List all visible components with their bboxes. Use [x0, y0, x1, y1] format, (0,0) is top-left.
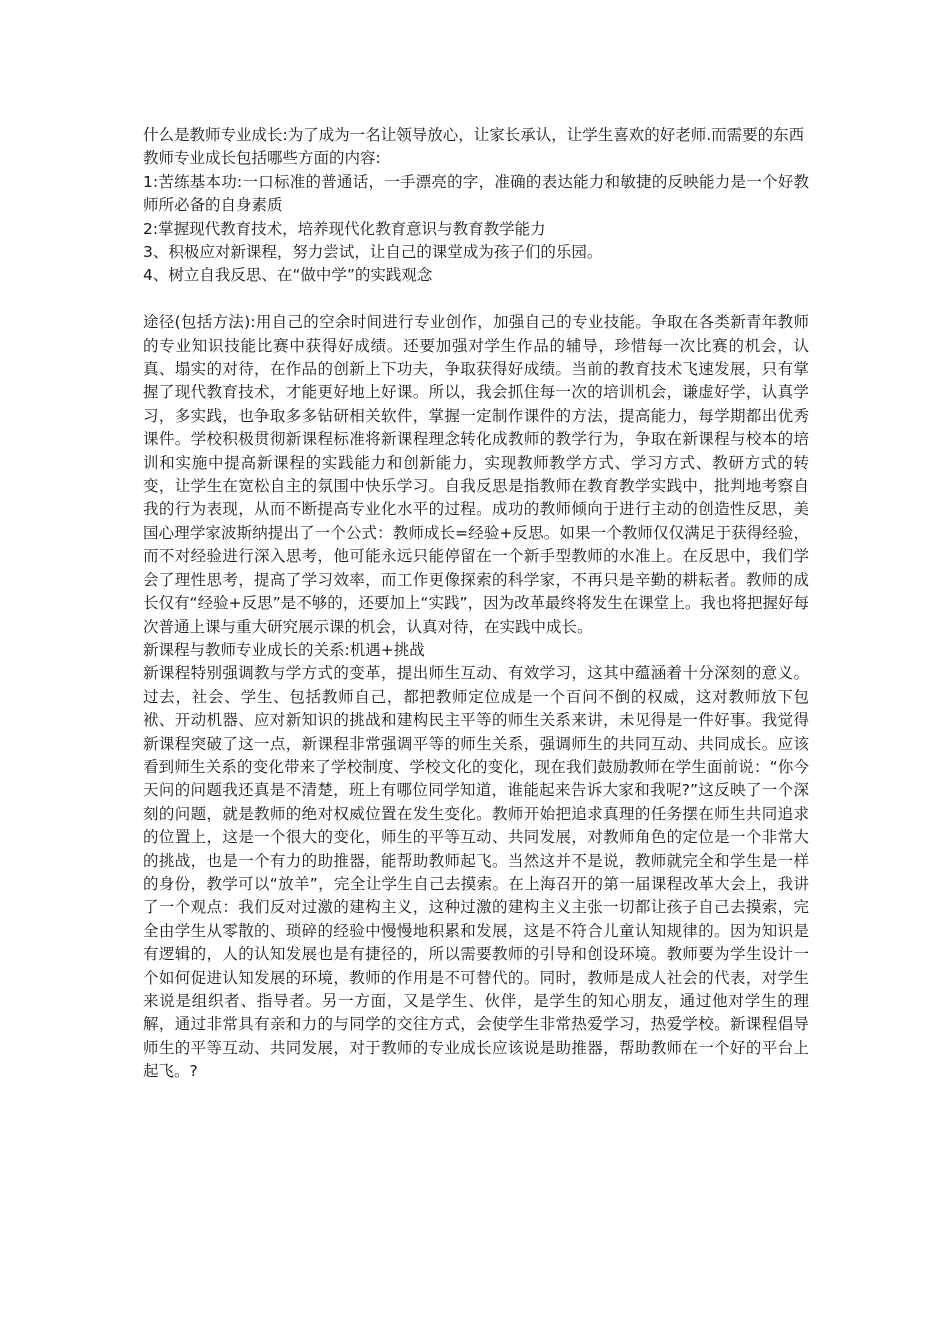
contents-heading: 教师专业成长包括哪些方面的内容:: [143, 149, 381, 168]
contents-item-1: 1:苦练基本功:一口标准的普通话，一手漂亮的字，准确的表达能力和敏捷的反映能力是一个好教师所必备的自身素质: [143, 172, 809, 215]
blank-line: [143, 288, 809, 311]
document-page: [143, 124, 809, 1084]
relation-heading: 新课程与教师专业成长的关系:机遇+挑战: [143, 640, 425, 659]
contents-item-3: 3、积极应对新课程，努力尝试，让自己的课堂成为孩子们的乐园。: [143, 243, 603, 262]
relation-paragraph: 新课程特别强调教与学方式的变革，提出师生互动、有效学习，这其中蕴涵着十分深刻的意义。过去，社会、学生、包括教师自己，都把教师定位成是一个百问不倒的权威，这对教师放下包袱、开动机器、应对新知识的挑战和建构民主平等的师生关系来讲，未见得是一件好事。我觉得新课程突破了这一点，新课程非常强调平等的师生关系，强调师生的共同互动、共同成长。应该看到师生关系的变化带来了学校制度、学校文化的变化，现在我们鼓励教师在学生面前说：“你今天问的问题我还真是不清楚，班上有哪位同学知道，谁能起来告诉大家和我呢?”这反映了一个深刻的问题，就是教师的绝对权威位置在发生变化。教师开始把追求真理的任务摆在师生共同追求的位置上，这是一个很大的变化，师生的平等互动、共同发展，对教师角色的定位是一个非常大的挑战，也是一个有力的助推器，能帮助教师起飞。当然这并不是说，教师就完全和学生是一样的身份，教学可以“放羊”，完全让学生自己去摸索。在上海召开的第一届课程改革大会上，我讲了一个观点：我们反对过激的建构主义，这种过激的建构主义主张一切都让孩子自己去摸索，完全由学生从零散的、琐碎的经验中慢慢地积累和发展，这是不符合儿童认知规律的。因为知识是有逻辑的，人的认知发展也是有捷径的，所以需要教师的引导和创设环境。教师要为学生设计一个如何促进认知发展的环境，教师的作用是不可替代的。同时，教师是成人社会的代表，对学生来说是组织者、指导者。另一方面，又是学生、伙伴，是学生的知心朋友，通过他对学生的理解，通过非常具有亲和力的与同学的交往方式，会使学生非常热爱学习，热爱学校。新课程倡导师生的平等互动、共同发展，对于教师的专业成长应该说是助推器，帮助教师在一个好的平台上起飞。?: [143, 664, 809, 1081]
contents-item-4: 4、树立自我反思、在“做中学”的实践观念: [143, 266, 433, 285]
approach-paragraph: 途径(包括方法):用自己的空余时间进行专业创作，加强自己的专业技能。争取在各类新青年教师的专业知识技能比赛中获得好成绩。还要加强对学生作品的辅导，珍惜每一次比赛的机会，认真、塌实的对待，在作品的创新上下功夫，争取获得好成绩。当前的教育技术飞速发展，只有掌握了现代教育技术，才能更好地上好课。所以，我会抓住每一次的培训机会，谦虚好学，认真学习，多实践，也争取多多钻研相关软件，掌握一定制作课件的方法，提高能力，每学期都出优秀课件。学校积极贯彻新课程标准将新课程理念转化成教师的教学行为，争取在新课程与校本的培训和实施中提高新课程的实践能力和创新能力，实现教师教学方式、学习方式、教研方式的转变，让学生在宽松自主的氛围中快乐学习。自我反思是指教师在教育教学实践中，批判地考察自我的行为表现，从而不断提高专业化水平的过程。成功的教师倾向于进行主动的创造性反思，美国心理学家波斯纳提出了一个公式：教师成长=经验+反思。如果一个教师仅仅满足于获得经验，而不对经验进行深入思考，他可能永远只能停留在一个新手型教师的水准上。在反思中，我们学会了理性思考，提高了学习效率，而工作更像探索的科学家，不再只是辛勤的耕耘者。教师的成长仅有“经验+反思”是不够的，还要加上“实践”，因为改革最终将发生在课堂上。我也将把握好每次普通上课与重大研究展示课的机会，认真对待，在实践中成长。: [143, 313, 809, 636]
contents-item-2: 2:掌握现代教育技术，培养现代化教育意识与教育教学能力: [143, 219, 546, 238]
intro-question: 什么是教师专业成长:为了成为一名让领导放心，让家长承认，让学生喜欢的好老师.而需要的东西: [143, 126, 805, 144]
